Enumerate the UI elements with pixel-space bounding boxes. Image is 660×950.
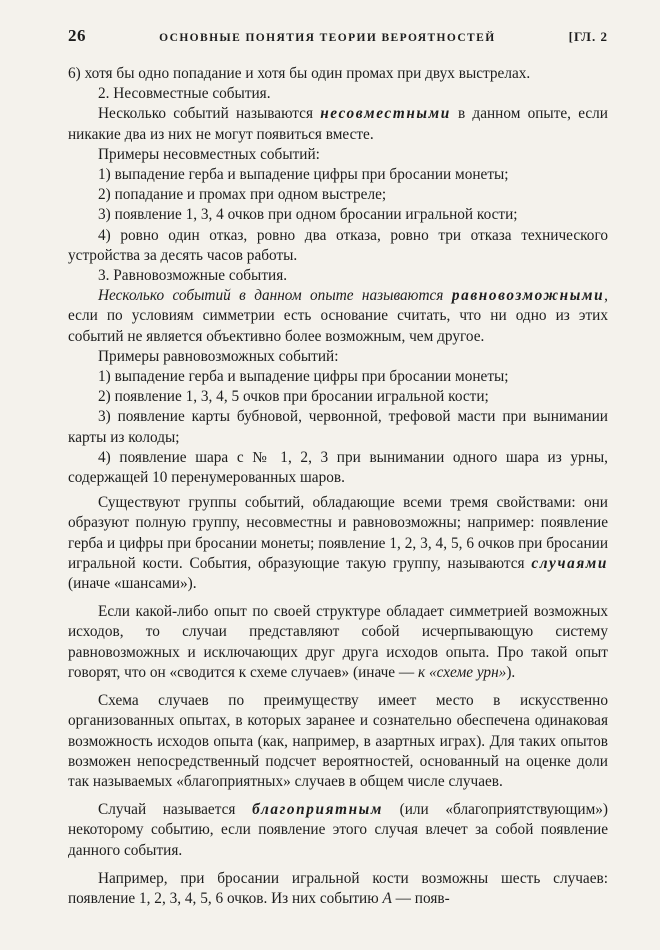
list-item: 1) выпадение герба и выпадение цифры при бросании монеты;	[98, 166, 509, 184]
examples-intro-incompatible: Примеры несовместных событий:	[98, 145, 320, 163]
page-number: 26	[68, 26, 86, 45]
text-run: в данном опыте, если никакие два из них не могут появиться вместе.	[68, 105, 608, 143]
paragraph-example-die	[68, 869, 608, 909]
paragraph-symmetry	[68, 602, 608, 683]
section-heading-incompatible: 2. Несовместные события.	[98, 85, 271, 103]
list-item: 4) появление шара с № 1, 2, 3 при вынимании одного шара из урны, содержащей 10 перенумерованных шаров.	[68, 448, 608, 487]
definition-incompatible	[68, 104, 608, 144]
text-run: Случай называется	[98, 801, 253, 819]
text-run: ).	[506, 663, 516, 681]
text-run: (или «благоприятствующим») некоторому событию, если появление этого случая влечет за собой появление данного события.	[68, 801, 608, 859]
page-body	[68, 64, 608, 909]
list-item: 3) появление карты бубновой, червонной, трефовой масти при вынимании карты из колоды;	[68, 408, 608, 446]
text-run: (иначе «шансами»).	[68, 575, 197, 593]
text-run: Несколько событий называются	[98, 105, 321, 123]
definition-italic: Несколько событий в данном опыте называются	[98, 287, 452, 305]
list-item: 2) появление 1, 3, 4, 5 очков при бросании игральной кости;	[98, 388, 489, 406]
section-heading-equiprobable: 3. Равновозможные события.	[98, 267, 288, 285]
definition-equiprobable	[68, 286, 608, 347]
list-item: 2) попадание и промах при одном выстреле;	[98, 186, 387, 204]
chapter-marker: [ГЛ. 2	[568, 29, 608, 44]
running-title: ОСНОВНЫЕ ПОНЯТИЯ ТЕОРИИ ВЕРОЯТНОСТЕЙ	[159, 32, 496, 44]
paragraph-cases	[68, 493, 608, 594]
term-incompatible: несовместными	[320, 105, 451, 123]
text-run: — появ-	[391, 889, 450, 907]
paragraph-favorable	[68, 800, 608, 861]
text-run: Существуют группы событий, обладающие всеми тремя свойствами: они образуют полную группу, несовместны и равновозможны; например: появление герба и цифры при бросании монеты; появление 1, 2, 3, 4, 5, 6 очков при бросании игральной кости. События, образующие такую группу, называются	[68, 494, 608, 572]
running-header	[68, 26, 608, 46]
list-item: 1) выпадение герба и выпадение цифры при бросании монеты;	[98, 368, 509, 386]
list-item: 4) ровно один отказ, ровно два отказа, ровно три отказа технического устройства за десять часов работы.	[68, 226, 608, 264]
term-equiprobable: равновозможными	[451, 287, 605, 305]
term-favorable: благоприятным	[252, 801, 383, 819]
variable-a: A	[382, 889, 392, 907]
term-urn-scheme: к «схеме урн»	[418, 663, 507, 681]
text-run: Например, при бросании игральной кости возможны шесть случаев: появление 1, 2, 3, 4, 5, 6 очков. Из них событию	[68, 869, 608, 907]
term-cases: случаями	[531, 554, 608, 572]
list-item: 3) появление 1, 3, 4 очков при одном бросании игральной кости;	[98, 206, 518, 224]
examples-intro-equiprobable: Примеры равновозможных событий:	[98, 347, 339, 365]
paragraph-case-scheme: Схема случаев по преимуществу имеет место в искусственно организованных опытах, в которых заранее и сознательно обеспечена одинаковая возможность исходов опыта (как, например, в азартных играх). Для таких опытов возможен непосредственный подсчет вероятностей, основанный на оценке доли так называемых «благоприятных» случаев в общем числе случаев.	[68, 692, 608, 790]
paragraph-example-6: 6) хотя бы одно попадание и хотя бы один промах при двух выстрелах.	[68, 65, 531, 82]
text-run: , если по условиям симметрии есть основание считать, что ни одно из этих событий не является объективно более возможным, чем другое.	[68, 287, 608, 345]
text-run: Если какой-либо опыт по своей структуре обладает симметрией возможных исходов, то случаи представляют собой исчерпывающую систему равновозможных и исключающих друг друга исходов опыта. Про такой опыт говорят, что он «сводится к схеме случаев» (иначе —	[68, 603, 608, 681]
